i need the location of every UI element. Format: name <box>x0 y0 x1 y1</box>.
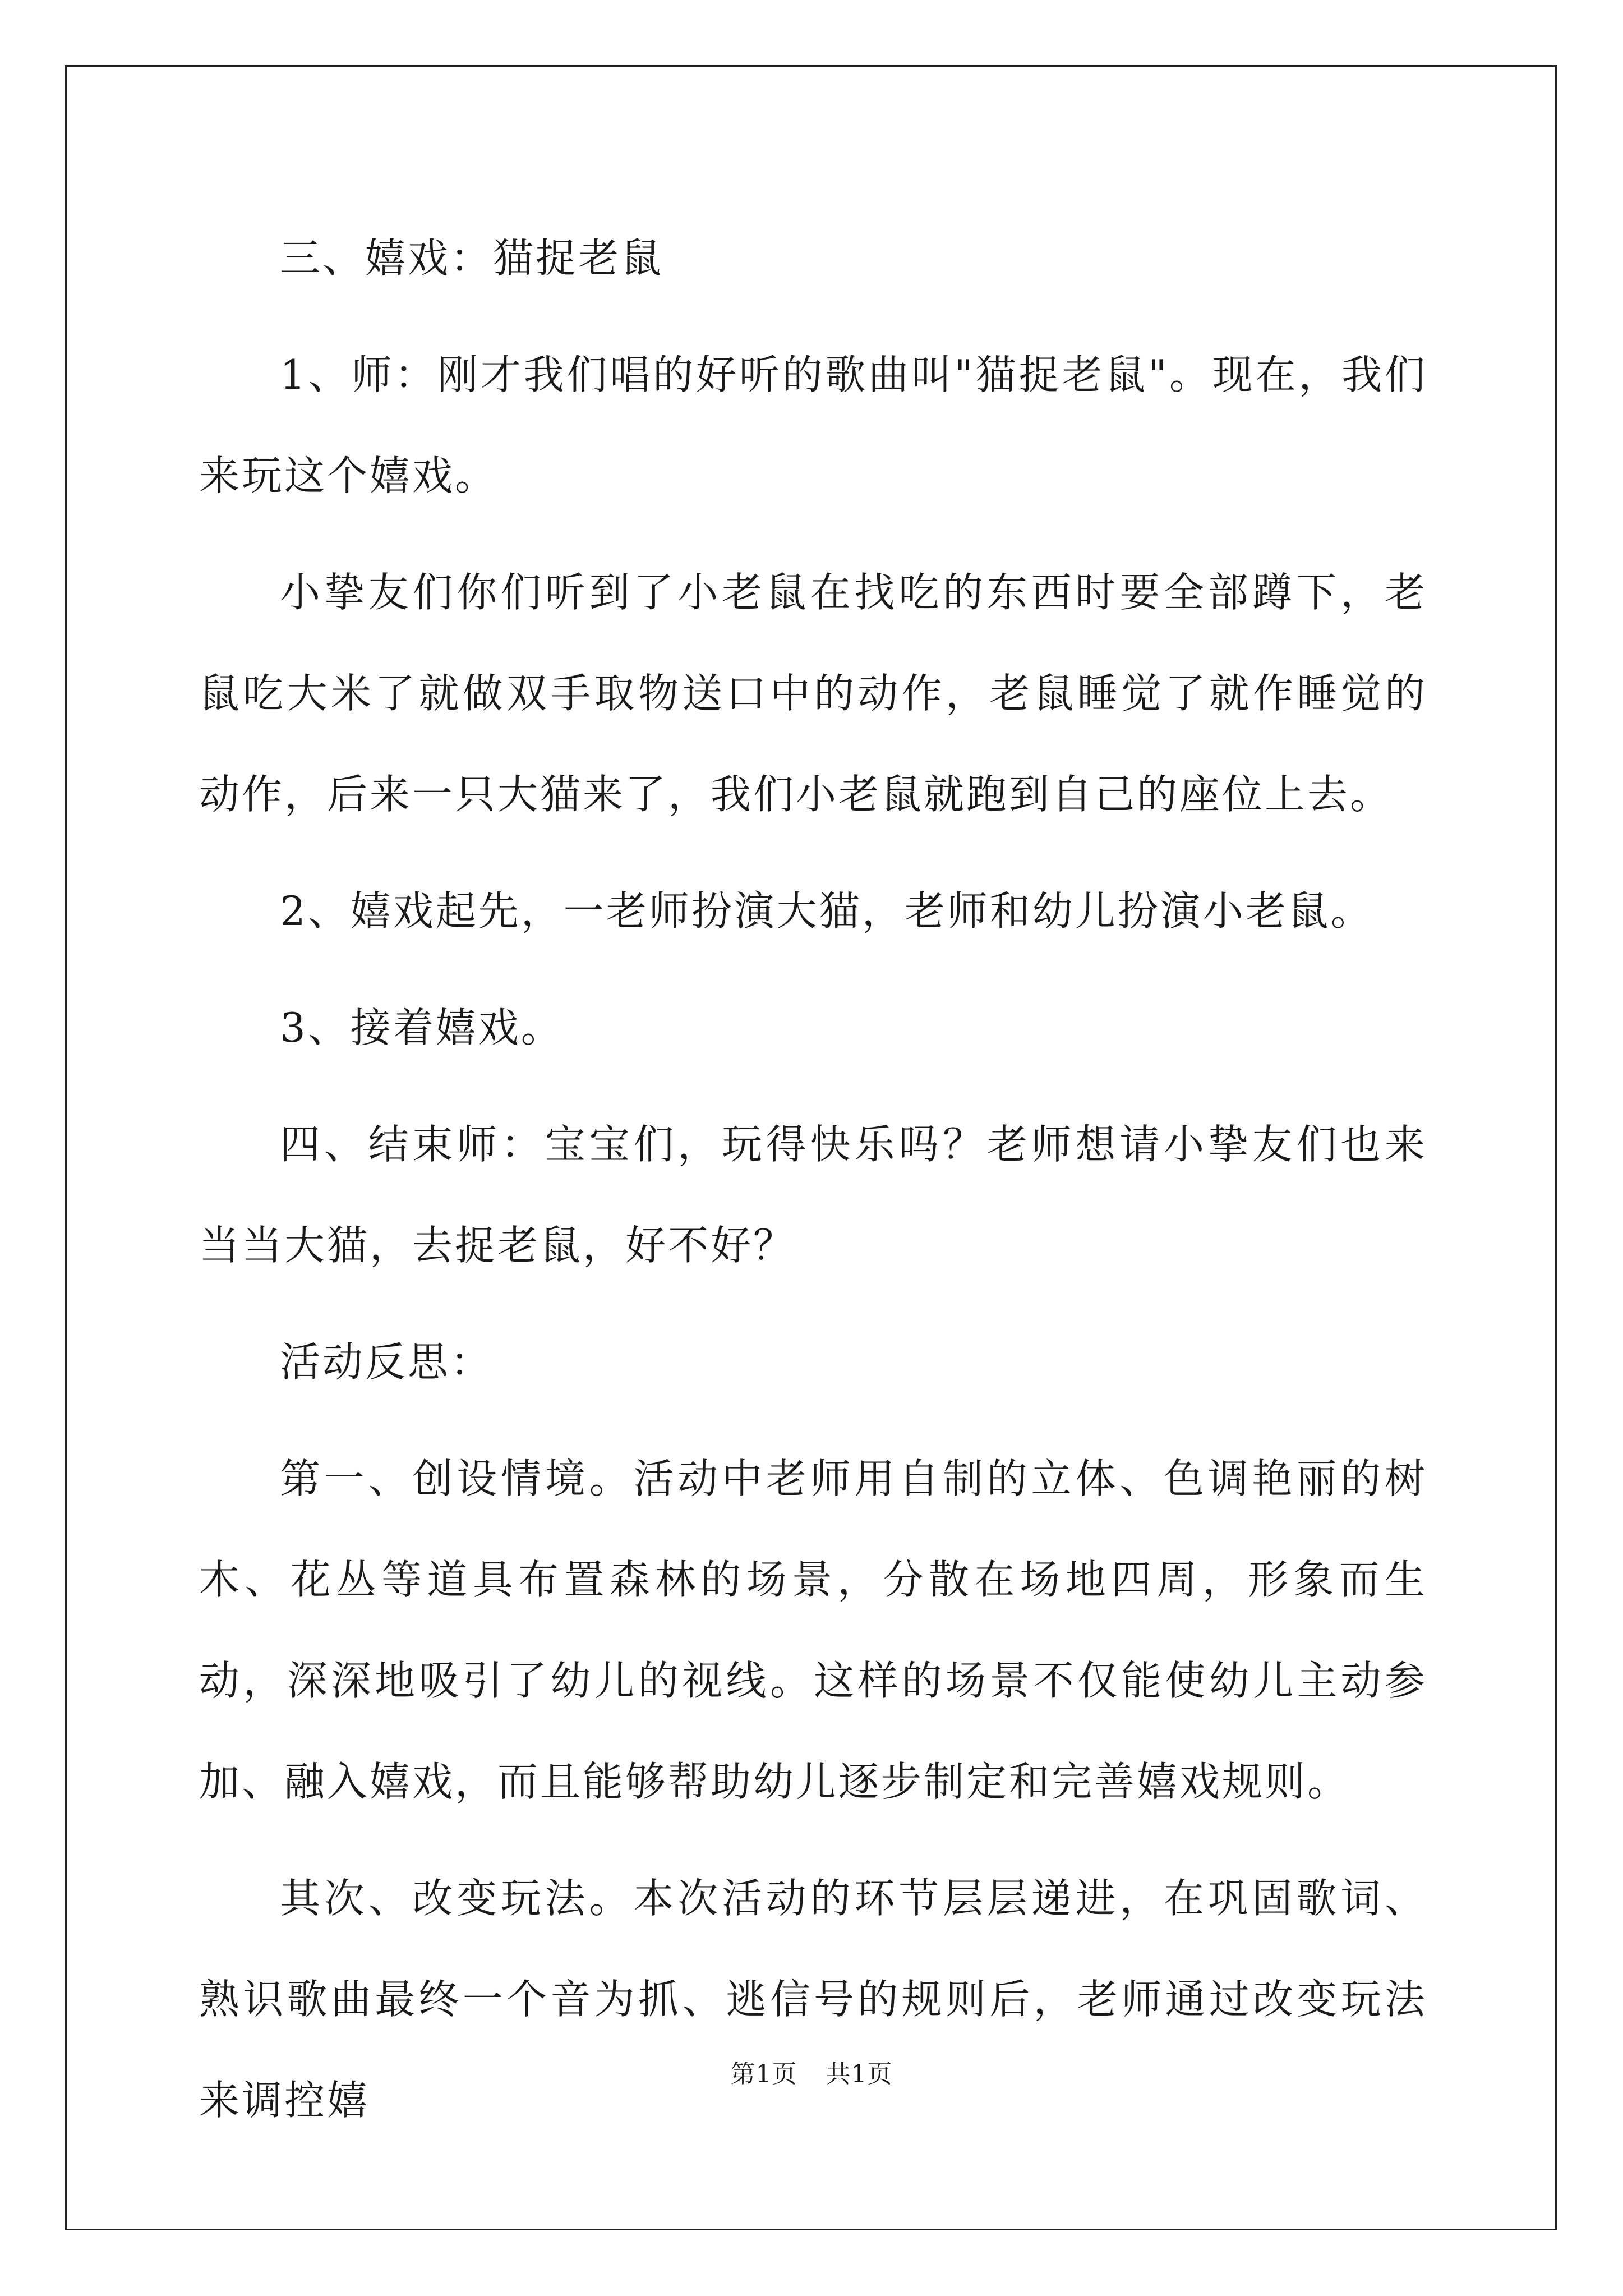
paragraph: 第一、创设情境。活动中老师用自制的立体、色调艳丽的树木、花丛等道具布置森林的场景，分散在场地四周，形象而生动，深深地吸引了幼儿的视线。这样的场景不仅能使幼儿主动参加、融入嬉戏，而且能够帮助幼儿逐步制定和完善嬉戏规则。 <box>199 1455 1427 1805</box>
section-heading-reflection: 活动反思： <box>280 1338 494 1386</box>
paragraph: 其次、改变玩法。本次活动的环节层层递进，在巩固歌词、熟识歌曲最终一个音为抓、逃信号的规则后，老师通过改变玩法来调控嬉 <box>199 1875 1427 2124</box>
page-number-current: 第1页 <box>730 2060 797 2088</box>
section-heading-game: 三、嬉戏：猫捉老鼠 <box>280 234 664 282</box>
document-body <box>199 208 1427 2166</box>
page-number-total: 共1页 <box>826 2060 893 2088</box>
page-footer <box>0 2058 1623 2091</box>
paragraph: 2、嬉戏起先，一老师扮演大猫，老师和幼儿扮演小老鼠。 <box>280 887 1373 935</box>
paragraph: 四、结束师：宝宝们，玩得快乐吗？老师想请小挚友们也来当当大猫，去捉老鼠，好不好？ <box>199 1121 1427 1269</box>
paragraph: 3、接着嬉戏。 <box>280 1004 564 1051</box>
paragraph: 小挚友们你们听到了小老鼠在找吃的东西时要全部蹲下，老鼠吃大米了就做双手取物送口中的动作，老鼠睡觉了就作睡觉的动作，后来一只大猫来了，我们小老鼠就跑到自己的座位上去。 <box>199 569 1427 818</box>
paragraph: 1、师：刚才我们唱的好听的歌曲叫"猫捉老鼠"。现在，我们来玩这个嬉戏。 <box>199 351 1427 499</box>
